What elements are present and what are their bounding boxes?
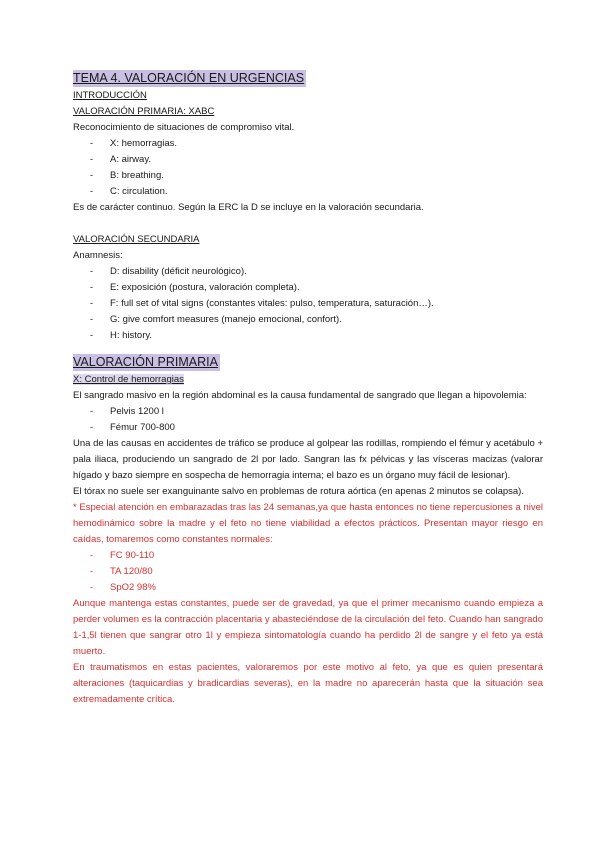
list-item: - A: airway. [73, 152, 543, 168]
list-item: - C: circulation. [73, 184, 543, 200]
section-title-tema4: TEMA 4. VALORACIÓN EN URGENCIAS [73, 71, 305, 85]
list-item: - FC 90-110 [73, 548, 543, 564]
primary-note-text: Es de carácter continuo. Según la ERC la D se incluye en la valoración secundaria. [73, 202, 424, 213]
heading-introduccion: INTRODUCCIÓN [73, 90, 147, 101]
heading-valoracion-primaria-xabc: VALORACIÓN PRIMARIA: XABC [73, 106, 215, 117]
paragraph-sangrado-masivo: El sangrado masivo en la región abdominal es la causa fundamental de sangrado que llegan a hipovolemia: [73, 390, 527, 401]
list-item: - F: full set of vital signs (constantes vitales: pulso, temperatura, saturación…). [73, 296, 543, 312]
secondary-list [73, 264, 543, 344]
list-item: - SpO2 98% [73, 580, 543, 596]
secondary-intro-text: Anamnesis: [73, 250, 123, 261]
list-item: - TA 120/80 [73, 564, 543, 580]
document-body [73, 70, 543, 708]
paragraph-gravedad: Aunque mantenga estas constantes, puede ser de gravedad, ya que el primer mecanismo cuando empieza a perder volumen es la contracción placentaria y abasteciéndose de la circulación del feto. Cuando han sangrado 1-1,5l tienen que sangrar otro 1l y empieza sintomatología cuando ha perdido 2l de sangre y el feto ya está muerto. [73, 598, 543, 657]
paragraph-embarazadas: * Especial atención en embarazadas tras las 24 semanas,ya que hasta entonces no tiene repercusiones a nivel hemodinámico sobre la madre y el feto no tiene viabilidad a efectos prácticos. Presentan mayor riesgo en caídas, tomaremos como constantes normales: [73, 502, 543, 545]
list-item: - D: disability (déficit neurológico). [73, 264, 543, 280]
list-item: - H: history. [73, 328, 543, 344]
paragraph-torax: El tórax no suele ser exanguinante salvo en problemas de rotura aórtica (en apenas 2 minutos se colapsa). [73, 486, 524, 497]
list-item: - G: give comfort measures (manejo emocional, confort). [73, 312, 543, 328]
list-item: - X: hemorragias. [73, 136, 543, 152]
list-item: - Fémur 700-800 [73, 420, 543, 436]
primary-list [73, 136, 543, 200]
paragraph-accidentes-trafico: Una de las causas en accidentes de tráfico se produce al golpear las rodillas, rompiendo el fémur y acetábulo + pala iliaca, produciendo un sangrado de 2l por lado. Sangran las fx pélvicas y las vísceras macizas (valorar hígado y bazo siempre en sospecha de hemorragia interna; el bazo es un órgano muy fácil de lesionar). [73, 438, 543, 481]
list-item: - Pelvis 1200 l [73, 404, 543, 420]
section-title-valoracion-primaria: VALORACIÓN PRIMARIA [73, 355, 218, 369]
heading-valoracion-secundaria: VALORACIÓN SECUNDARIA [73, 234, 200, 245]
list-item: - E: exposición (postura, valoración completa). [73, 280, 543, 296]
bleed-list [73, 404, 543, 436]
constants-list [73, 548, 543, 596]
heading-control-hemorragias: X: Control de hemorragias [73, 374, 184, 385]
primary-intro-text: Reconocimiento de situaciones de compromiso vital. [73, 122, 295, 133]
paragraph-traumatismos: En traumatismos en estas pacientes, valoraremos por este motivo al feto, ya que es quien presentará alteraciones (taquicardias y bradicardias severas), en la madre no aparecerán hasta que la situación sea extremadamente crítica. [73, 662, 543, 705]
list-item: - B: breathing. [73, 168, 543, 184]
